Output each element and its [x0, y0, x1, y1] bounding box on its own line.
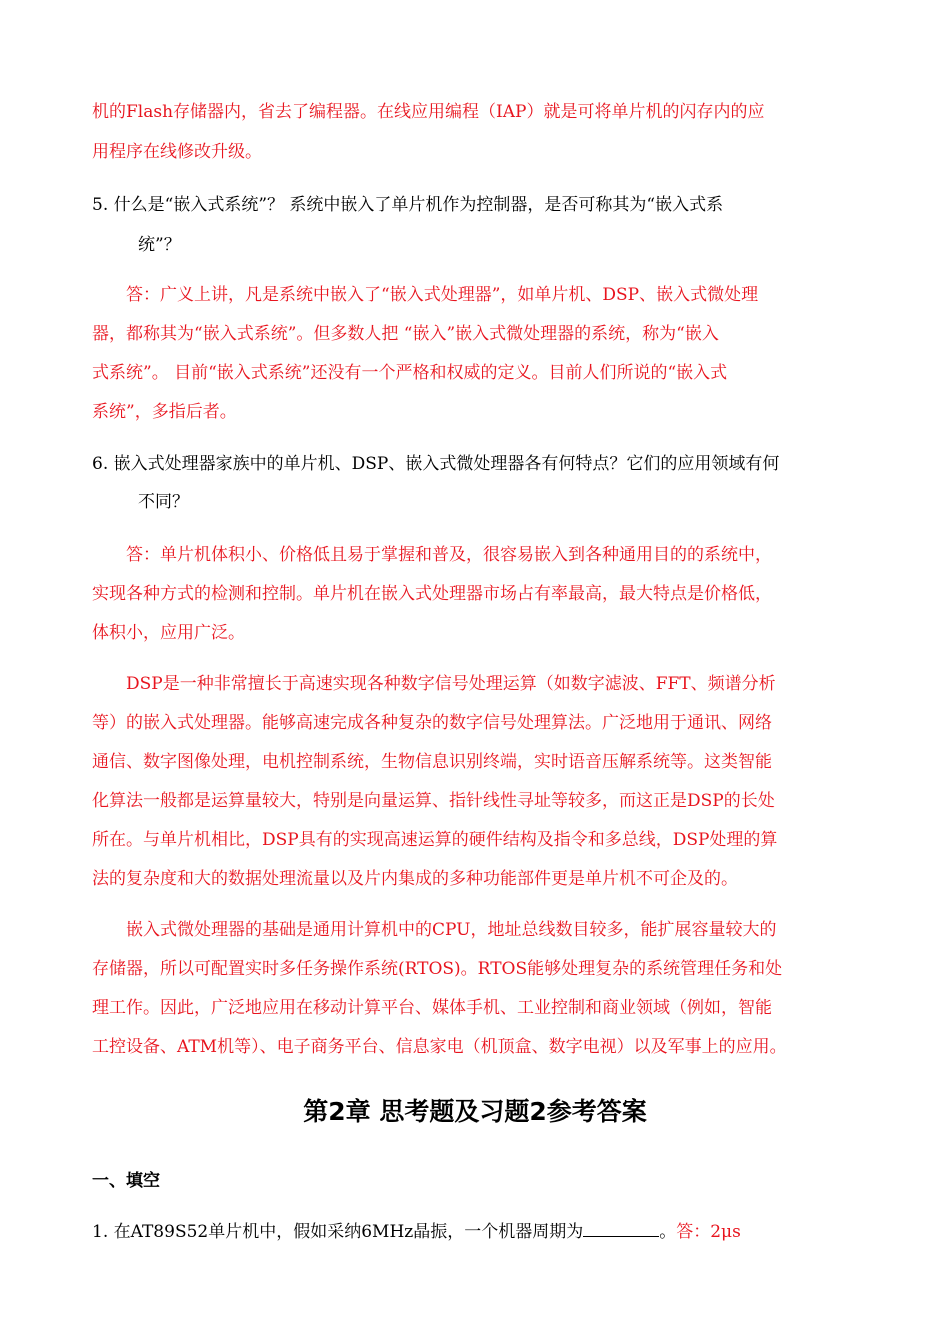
answer-6-para3-line-4: 工控设备、ATM机等）、电子商务平台、信息家电（机顶盒、数字电视）以及军事上的应用。 [92, 1037, 787, 1057]
question-5-line-2: 统”？ [138, 235, 181, 255]
question-6-line-2: 不同？ [138, 492, 189, 512]
section-title: 一、填空 [92, 1171, 160, 1191]
answer-6-para2-line-3: 通信、数字图像处理，电机控制系统，生物信息识别终端，实时语音压解系统等。这类智能 [92, 752, 772, 772]
answer-5-line-1: 答：广义上讲，凡是系统中嵌入了“嵌入式处理器”，如单片机、DSP、嵌入式微处理 [126, 285, 759, 305]
fill-question-1 [92, 1220, 741, 1242]
answer-4-continued-line-2: 用程序在线修改升级。 [92, 142, 262, 162]
answer-6-para3-line-2: 存储器，所以可配置实时多任务操作系统(RTOS)。RTOS能够处理复杂的系统管理任务和处 [92, 959, 783, 979]
answer-6-para2-line-2: 等）的嵌入式处理器。能够高速完成各种复杂的数字信号处理算法。广泛地用于通讯、网络 [92, 713, 772, 733]
answer-6-para3-line-1: 嵌入式微处理器的基础是通用计算机中的CPU，地址总线数目较多，能扩展容量较大的 [126, 920, 777, 940]
answer-6-para2-line-5: 所在。与单片机相比，DSP具有的实现高速运算的硬件结构及指令和多总线，DSP处理的算 [92, 830, 778, 850]
chapter-title: 第2章 思考题及习题2参考答案 [303, 1097, 647, 1126]
answer-4-continued-line-1: 机的Flash存储器内，省去了编程器。在线应用编程（IAP）就是可将单片机的闪存内的应 [92, 102, 765, 122]
fill-question-1-answer: 答：2μs [676, 1222, 741, 1242]
answer-5-line-4: 系统”，多指后者。 [92, 402, 237, 422]
answer-5-line-3: 式系统”。 目前“嵌入式系统”还没有一个严格和权威的定义。目前人们所说的“嵌入式 [92, 363, 728, 383]
fill-question-1-text: 1. 在AT89S52单片机中，假如采纳6MHz晶振，一个机器周期为 [92, 1222, 584, 1242]
question-6-line-1: 6. 嵌入式处理器家族中的单片机、DSP、嵌入式微处理器各有何特点？它们的应用领域有何 [92, 454, 780, 474]
answer-blank [583, 1220, 659, 1237]
question-5-line-1: 5. 什么是“嵌入式系统”？ 系统中嵌入了单片机作为控制器，是否可称其为“嵌入式系 [92, 195, 724, 215]
answer-6-para2-line-1: DSP是一种非常擅长于高速实现各种数字信号处理运算（如数字滤波、FFT、频谱分析 [126, 674, 776, 694]
answer-6-para1-line-2: 实现各种方式的检测和控制。单片机在嵌入式处理器市场占有率最高，最大特点是价格低， [92, 584, 772, 604]
answer-6-para2-line-4: 化算法一般都是运算量较大，特别是向量运算、指针线性寻址等较多，而这正是DSP的长处 [92, 791, 775, 811]
answer-5-line-2: 器，都称其为“嵌入式系统”。但多数人把 “嵌入”嵌入式微处理器的系统，称为“嵌入 [92, 324, 719, 344]
answer-6-para1-line-3: 体积小，应用广泛。 [92, 623, 245, 643]
fill-question-1-period: 。 [659, 1222, 677, 1242]
answer-6-para2-line-6: 法的复杂度和大的数据处理流量以及片内集成的多种功能部件更是单片机不可企及的。 [92, 869, 738, 889]
answer-6-para3-line-3: 理工作。因此，广泛地应用在移动计算平台、媒体手机、工业控制和商业领域（例如，智能 [92, 998, 772, 1018]
answer-6-para1-line-1: 答：单片机体积小、价格低且易于掌握和普及，很容易嵌入到各种通用目的的系统中， [126, 545, 772, 565]
